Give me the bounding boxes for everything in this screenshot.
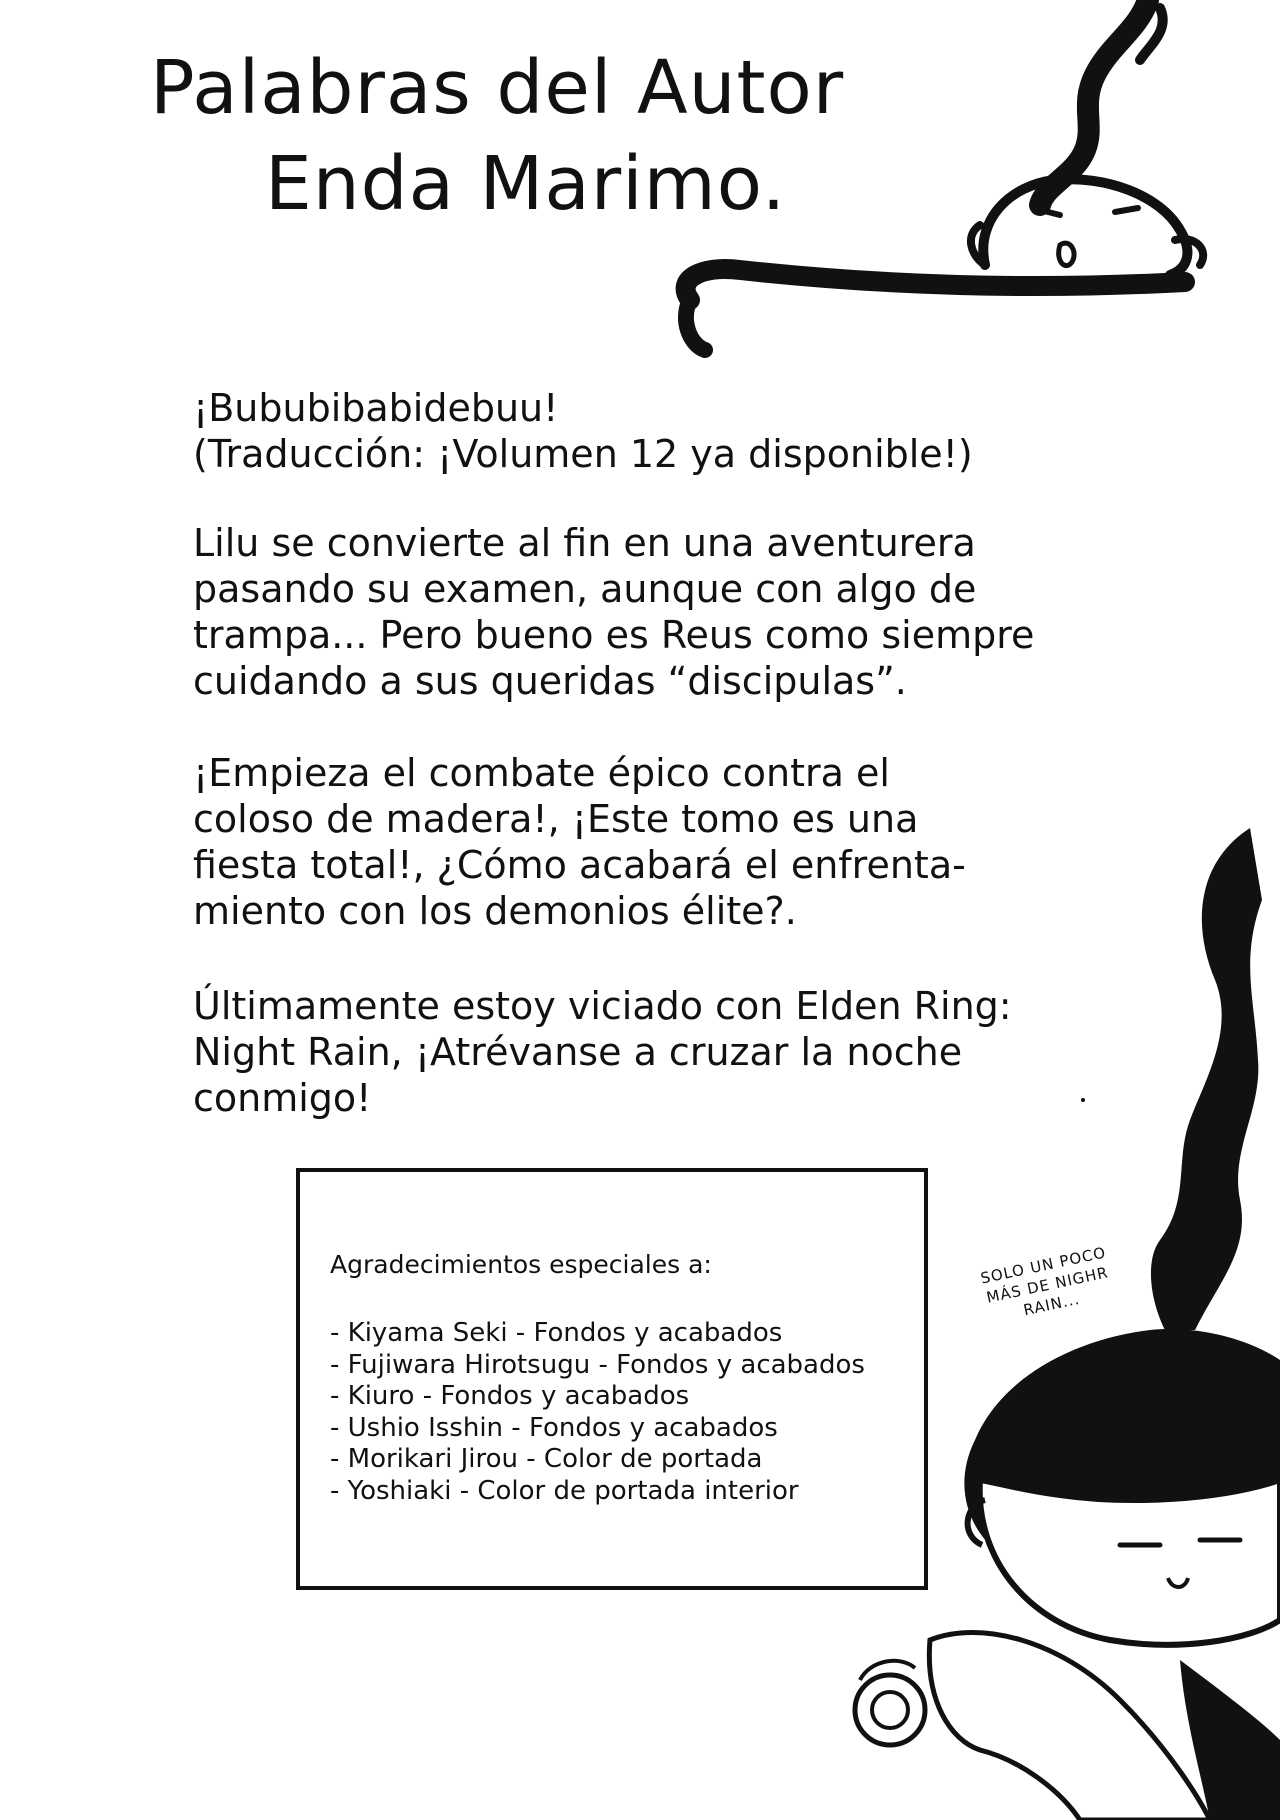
thanks-heading: Agradecimientos especiales a: <box>330 1250 712 1279</box>
thanks-item: - Morikari Jirou - Color de portada <box>330 1444 763 1474</box>
thanks-item: - Fujiwara Hirotsugu - Fondos y acabados <box>330 1349 865 1380</box>
page-title <box>150 40 1050 232</box>
thanks-list <box>330 1318 865 1507</box>
thanks-item: - Kiuro - Fondos y acabados <box>330 1381 690 1411</box>
paragraph-story: Lilu se convierte al fin en una aventurera pasando su examen, aunque con algo de trampa... Pero bueno es Reus como siempre cuidando a sus queridas “discipulas”. <box>193 521 1035 703</box>
paragraph-gaming: Últimamente estoy viciado con Elden Ring: Night Rain, ¡Atrévanse a cruzar la noche conmigo! <box>193 984 1012 1120</box>
thanks-item: - Yoshiaki - Color de portada interior <box>330 1475 799 1506</box>
thanks-item: - Ushio Isshin - Fondos y acabados <box>330 1412 778 1443</box>
intro-paragraph: ¡Bububibabidebuu! (Traducción: ¡Volumen 12 ya disponible!) <box>193 386 973 476</box>
title-line-1: Palabras del Autor <box>150 45 845 131</box>
thanks-item: - Kiyama Seki - Fondos y acabados <box>330 1318 783 1348</box>
special-thanks-box <box>296 1168 928 1590</box>
speech-sfx-text: SOLO UN POCO MÁS DE NIGHR RAIN... <box>978 1243 1111 1320</box>
title-line-2: Enda Marimo. <box>265 141 787 227</box>
paragraph-combat: ¡Empieza el combate épico contra el coloso de madera!, ¡Este tomo es una fiesta total!, ¿Cómo acabará el enfrenta- miento con los demonios élite?. <box>193 751 966 933</box>
